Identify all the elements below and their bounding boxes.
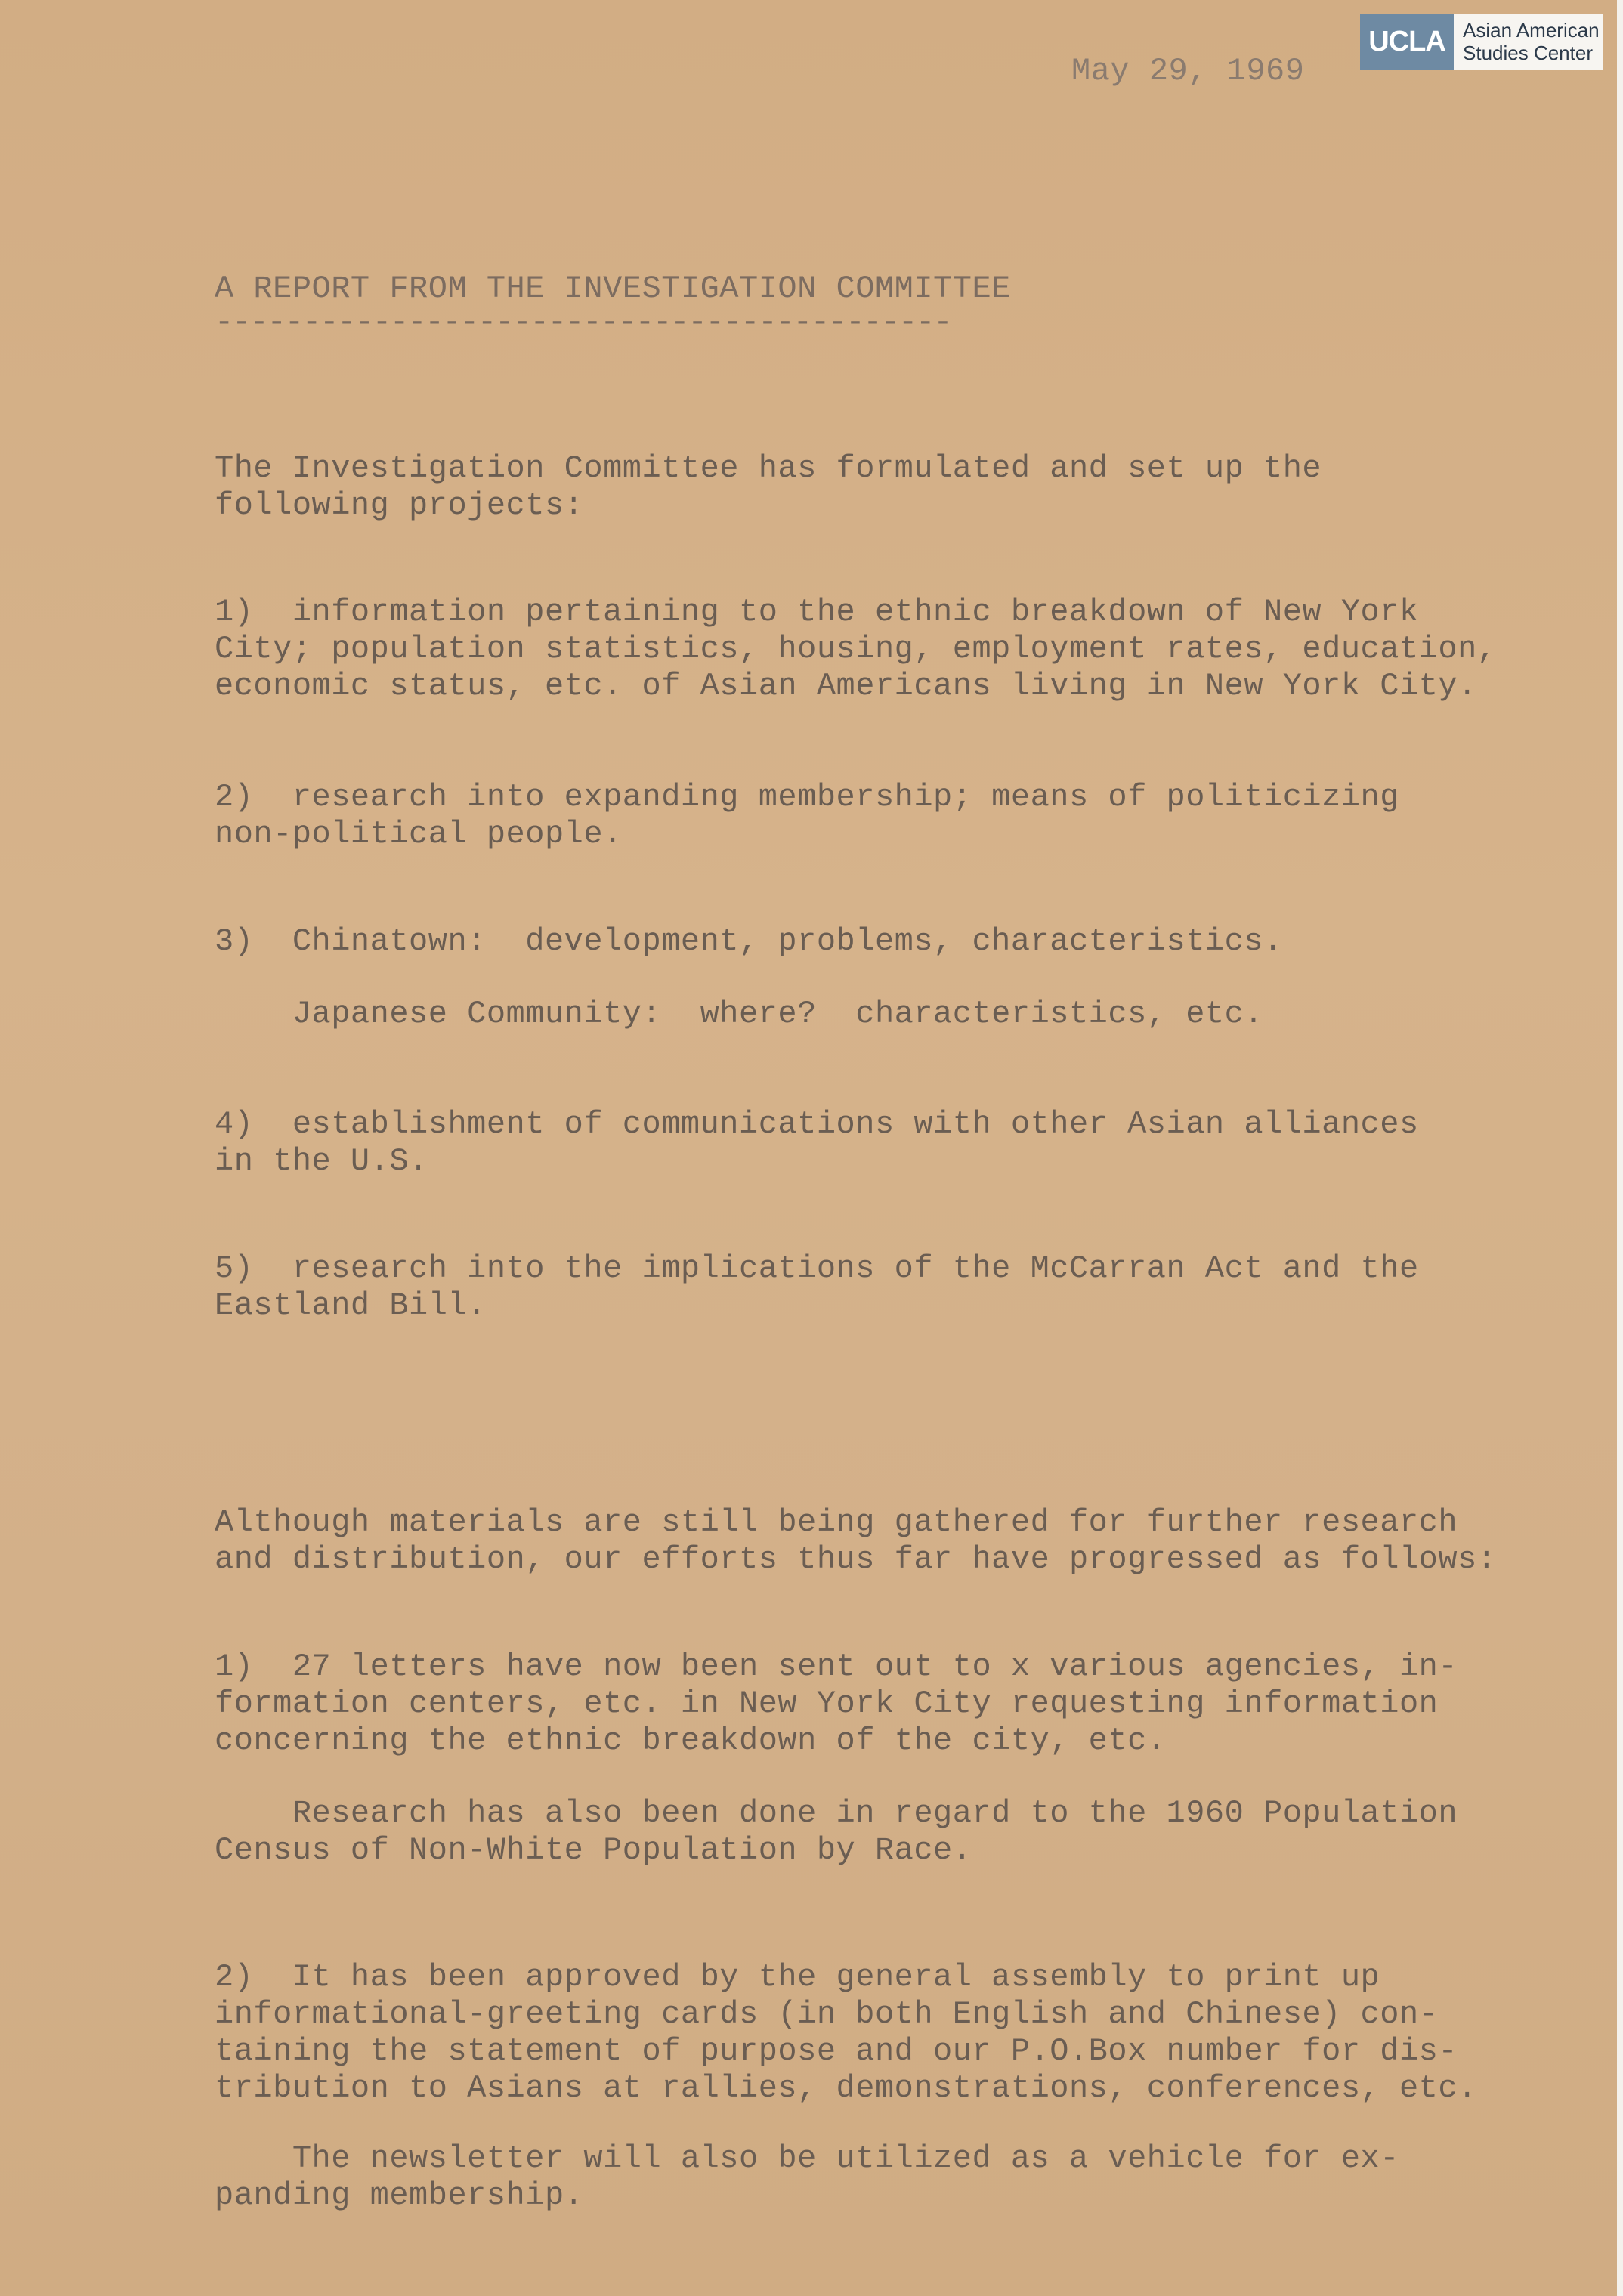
project-1-line-2: City; population statistics, housing, employment rates, education, — [215, 631, 1497, 667]
progress-1-line-1: 1) 27 letters have now been sent out to x various agencies, in- — [215, 1649, 1458, 1685]
document-title: A REPORT FROM THE INVESTIGATION COMMITTEE — [215, 270, 1011, 307]
ucla-logo — [1360, 14, 1603, 70]
progress-1-line-2: formation centers, etc. in New York City requesting information — [215, 1686, 1439, 1722]
logo-ucla-box: UCLA — [1360, 14, 1454, 70]
progress-2-line-2: informational-greeting cards (in both English and Chinese) con- — [215, 1996, 1439, 2032]
intro-line-1: The Investigation Committee has formulated and set up the — [215, 450, 1322, 487]
logo-line-1: Asian American — [1463, 19, 1600, 42]
progress-intro-line-1: Although materials are still being gathered for further research — [215, 1504, 1458, 1540]
project-2-line-2: non-political people. — [215, 816, 623, 852]
progress-2-line-1: 2) It has been approved by the general assembly to print up — [215, 1959, 1380, 1995]
title-underline: ------------------------------------------ — [215, 304, 951, 341]
document-date: May 29, 1969 — [1071, 53, 1305, 89]
project-4-line-1: 4) establishment of communications with other Asian alliances — [215, 1106, 1419, 1142]
project-3-line-1: 3) Chinatown: development, problems, characteristics. — [215, 923, 1283, 959]
progress-1b-line-1: Research has also been done in regard to the 1960 Population — [215, 1795, 1458, 1831]
progress-2-line-4: tribution to Asians at rallies, demonstrations, conferences, etc. — [215, 2070, 1477, 2106]
logo-text — [1454, 14, 1603, 70]
progress-1-line-3: concerning the ethnic breakdown of the city, etc. — [215, 1723, 1167, 1759]
progress-1b-line-2: Census of Non-White Population by Race. — [215, 1832, 972, 1868]
project-4-line-2: in the U.S. — [215, 1143, 428, 1179]
progress-2b-line-1: The newsletter will also be utilized as a vehicle for ex- — [215, 2140, 1399, 2177]
logo-line-2: Studies Center — [1463, 42, 1593, 64]
project-1-line-1: 1) information pertaining to the ethnic breakdown of New York — [215, 594, 1419, 630]
project-3-line-2: Japanese Community: where? characteristics, etc. — [215, 996, 1264, 1032]
progress-2-line-3: taining the statement of purpose and our P.O.Box number for dis- — [215, 2033, 1458, 2069]
scan-edge — [1617, 0, 1623, 2296]
project-1-line-3: economic status, etc. of Asian Americans living in New York City. — [215, 668, 1477, 704]
project-5-line-2: Eastland Bill. — [215, 1287, 487, 1324]
progress-2b-line-2: panding membership. — [215, 2177, 584, 2214]
project-5-line-1: 5) research into the implications of the McCarran Act and the — [215, 1250, 1419, 1287]
progress-intro-line-2: and distribution, our efforts thus far have progressed as follows: — [215, 1541, 1497, 1578]
project-2-line-1: 2) research into expanding membership; means of politicizing — [215, 779, 1399, 815]
intro-line-2: following projects: — [215, 487, 584, 524]
